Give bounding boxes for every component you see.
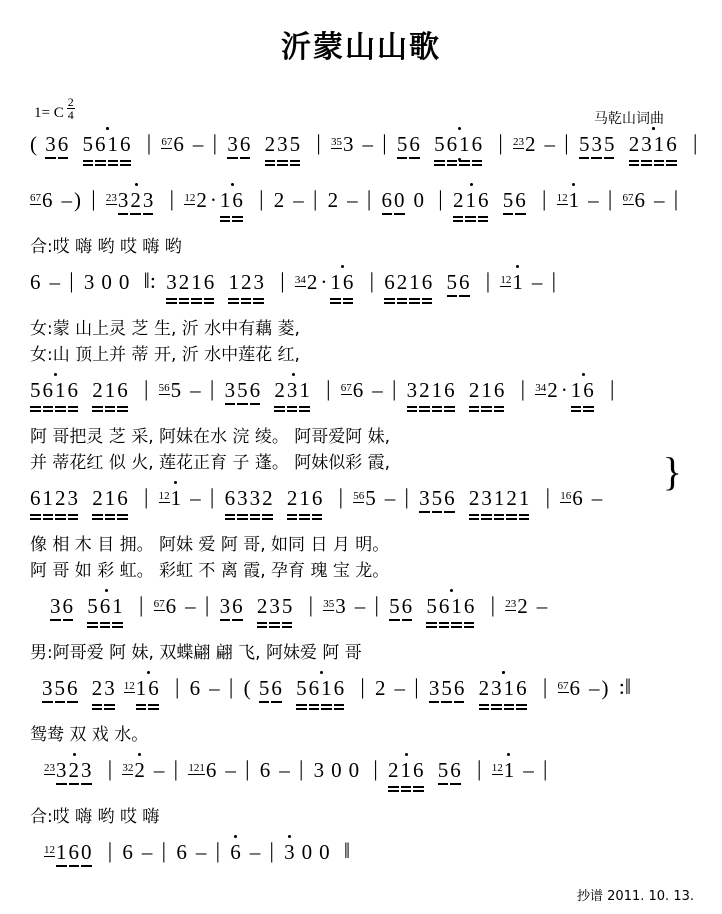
system-9 bbox=[0, 840, 722, 886]
system-6-lyrics: 男:阿哥爱 阿 妹, 双蝶翩 翩 飞, 阿妹爱 阿 哥 bbox=[30, 643, 362, 663]
system-4-lyrics-2: 并 蒂花红 似 火, 莲花正育 子 蓬。 阿妹似彩 霞, bbox=[30, 453, 391, 473]
page-title: 沂蒙山山歌 bbox=[281, 30, 441, 65]
system-8 bbox=[0, 758, 722, 830]
system-3-music: 6 – | 3 0 0 ‖: 3216 123 | 34 2 · 16 | 6216 56 | 12 1 – | bbox=[0, 270, 722, 316]
system-8-lyrics: 合:哎 嗨 哟 哎 嗨 bbox=[30, 807, 160, 827]
system-4-music: 5616 216 | 56 5 – | 356 231 | 67 6 – | 3216 216 | 34 2 · 16 | bbox=[0, 378, 722, 424]
key-label: 1= C bbox=[34, 105, 64, 121]
system-7 bbox=[0, 676, 722, 748]
accidental-sharp: 67 bbox=[161, 136, 173, 148]
system-4-lyrics-1: 阿 哥把灵 芝 采, 阿妹在水 浣 绫。 阿哥爱阿 妹, bbox=[30, 427, 391, 447]
system-1-music: ( 36 5616 | 67 6 – | 36 235 | 35 3 – | 56 5616 | 23 2 – | 535 2316 | bbox=[0, 132, 722, 178]
system-2-music: 67 6 –) | 23 323 | 12 2 · 16 | 2 – | 2 – | 60 0 | 216 56 | 12 1 – | 67 6 – | bbox=[0, 188, 722, 234]
transcription-note: 抄谱 2011. 10. 13. bbox=[577, 889, 694, 904]
system-2-lyrics: 合:哎 嗨 哟 哎 嗨 哟 bbox=[30, 237, 182, 257]
key-signature bbox=[34, 96, 75, 122]
time-signature: $\frac{2}{4}$ bbox=[67, 95, 74, 122]
score-body bbox=[0, 132, 722, 896]
system-5-music: 6123 216 | 12 1 – | 6332 216 | 56 5 – | 356 23121 | 16 6 – bbox=[0, 486, 722, 532]
system-2 bbox=[0, 188, 722, 260]
composer-credit: 马乾山词曲 bbox=[594, 111, 664, 127]
system-5-lyrics-2: 阿 哥 如 彩 虹。 彩虹 不 离 霞, 孕育 瑰 宝 龙。 bbox=[30, 561, 390, 581]
system-4 bbox=[0, 378, 722, 476]
system-7-music: 356 23 12 16 | 6 – | ( 56 5616 | 2 – | 356 2316 | 67 6 –) :‖ bbox=[0, 676, 722, 722]
system-3-lyrics-2: 女:山 顶上并 蒂 开, 沂 水中莲花 红, bbox=[30, 345, 300, 365]
repeat-brace: } bbox=[662, 449, 682, 494]
system-7-lyrics: 鸳鸯 双 戏 水。 bbox=[30, 725, 149, 745]
system-1 bbox=[0, 132, 722, 178]
system-6-music: 36 561 | 67 6 – | 36 235 | 35 3 – | 56 5616 | 23 2 – bbox=[0, 594, 722, 640]
system-5-lyrics-1: 像 相 木 目 拥。 阿妹 爱 阿 哥, 如同 日 月 明。 bbox=[30, 535, 390, 555]
system-3-lyrics-1: 女:蒙 山上灵 芝 生, 沂 水中有藕 菱, bbox=[30, 319, 300, 339]
system-6 bbox=[0, 594, 722, 666]
system-3 bbox=[0, 270, 722, 368]
system-8-music: 23 323 | 32 2 – | 121 6 – | 6 – | 3 0 0 | 216 56 | 12 1 – | bbox=[0, 758, 722, 804]
system-9-music: 12 160 | 6 – | 6 – | 6 – | 3 0 0 ‖ bbox=[0, 840, 722, 886]
